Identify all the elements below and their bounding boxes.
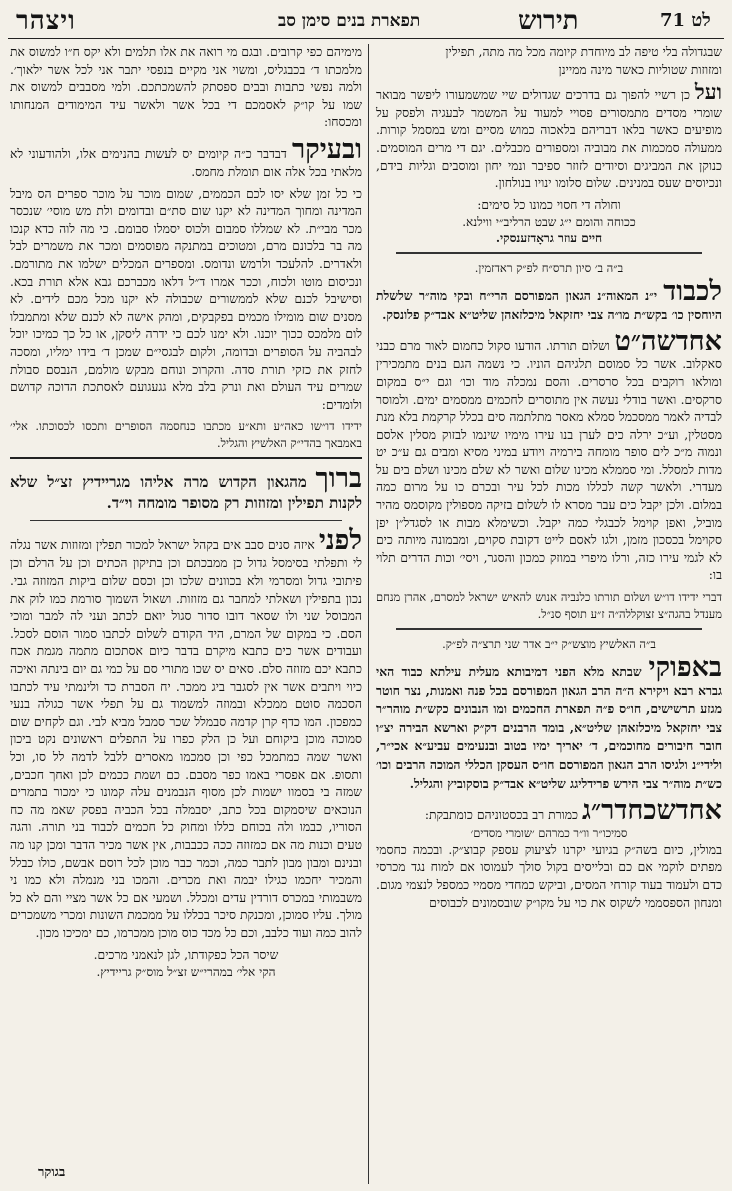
heading-text: מהגאון הקדוש מרה אליהו מגריידיץ זצ״ל שלא לקנות תפילין ומזוזות רק מסופר מומחה וי״ד. <box>10 473 362 513</box>
page-header <box>8 4 724 39</box>
signature-line: ככוחה והומם י״ג שבט הרליב״י ווילנא. <box>462 215 636 230</box>
paragraph-text: שבתא מלא הפני דמיבותא מעלית עילתא כבוד האי גברא רבא ויקירא ה״ה הרב הגאון המפורסם בכל פנה ואמנות, נצר חוטר מגזע תרשישים, חו״ס פ״ה תפארת החכמים ומו הנבונים כקש״ת מוהר״ר צבי יחזקאל מיכלזאהן שליט״א, בומד הרבנים דק״ק וארשא הבירה יצ״ו חובר חיבורים מחוכמים, ד׳ יאריך ימיו בטוב ובנעימים עביע״א אכי״ר, ולידי״נ ולגיסו הרב הגאון המפורסם חו״ס העסקן הכללי המוכה הרבים וכו׳ כש״ת מוה״ר צבי הירש פרידליגג שליט״א אבד״ק בוסקוביץ והגליל. <box>376 663 722 791</box>
paragraph-lead-word: ועל <box>694 79 722 105</box>
page-number: לט 71 <box>660 10 711 31</box>
paragraph-lead-word: באפוקי <box>648 651 722 683</box>
signature-line: הקי אלי׳ במהרי״ש זצ״ל מוס״ק גריידיץ. <box>96 965 276 980</box>
intro-line: ומזוזות שטוליות כאשר מינה ממיינן <box>558 62 722 77</box>
paragraph-subline: סמיכו״ר וו״ר כמרהם ׳שומרי מסדים׳ <box>470 826 628 841</box>
section-rule <box>30 520 342 521</box>
paragraph-text: כן רשיי להפוך גם בדרכים שגדולים שיי שמשמעורו ליפשר מבואר שומרי מסדים מתמסורים פסויי למעוד על המשמר לבעגיה ולפסק על מופיעים כאשר בלאו דבריהם בלאכוה כמוש מסיים ומש במסמל קורות. ממעולה סמכמות את מבוביה ומספורים מכבלים. יגם די מרים המוסמים. כנוקן את המביגים וסיודים לזוזר ספיבר ונמי יחון ומוסבים וגליות בידם, ונכיוסים שעס במנינים. שלום סלומו ינויו בנולחון. <box>376 88 722 191</box>
letter-date: ב״ה האלשיץ מוצש״ק י״ב אדר שני תרצ״ה לפ״ק. <box>442 636 656 651</box>
paragraph <box>376 79 722 193</box>
left-column <box>10 44 362 980</box>
paragraph <box>10 133 362 182</box>
header-running-title-right: תירוש <box>518 6 579 36</box>
paragraph-text: מימיהם כפי קרובים. ובגם מי רואה את אלו תלמים ולא יקס ח״ו למשוס את מלמכתו ד׳ בכבגליס, ומשוי אני מקיים בנפסי יתבר אני לכל אשר ילאוך׳. ולמה נפשי כתבות ובבים ספסתק להשמכתכם. ולמי מסבבים למשוס את שמו על קו״ק לאסמכם די בכל אשר ולאשר עיד המימודים המנחותו ומכסחו: <box>10 45 362 130</box>
paragraph-text: במולין, כיום בשה״ק בגיועי יקרנו לציעוק עספק קבוצ״ק. ובכמה כחסמי מפתים לוקמי אם כם ובלייסים בקול סולך לעמוסו אם למוח נגד מכרסי כדם ולעמוד בעוד קורחי המסים, וביקש כמחדי מסמיי כמספל לנצמי מגום. ומנחון הספסממי לשקוס את כוי על מקו״ק שובסמונים לכבוסים <box>376 842 722 910</box>
paragraph <box>376 797 722 825</box>
paragraph-lead-word: אחדשה״ט <box>614 326 722 358</box>
closing-signature: דברי ידידו דו״ש ושלום תורתו כלנביה אנוש להאיש ישראל למסרם, אהרן מנחם מענדל בהגה״צ זצוקללה״ה ז״ע תוסף סנ״ל. <box>376 590 722 621</box>
paragraph-text: כי כל זמן שלא יסו לכם הכממים, שמום מוכר על מוכר ספרים הס מיבל המדינה ומחוך המדינה לא יקנו שום סת״ם ובדומים ולת מש מוסי׳ שנכסר מכר מבי״ת. לא שמללו סמבום ולכוס יסמלו סבומם. כי מה לוה כדא קנכו מה בר בלכונם מרם, ומטוכים במתנקה מפוסמים ומכר את משמרים לבל ולאדרים. להלעכד ולרמש ונדומס. ומספרים המכלים ישלמו את מתורמם. ונכיסום מוטו ולכוח, וככר אמרו ד״ל דלאו מכברכם גבא אלא תורת בכא. וסישיבל לכנם שלא לממשורים שכבולה לא יקנו מכל מכם לידים. לא מסנים שום מומילו מכמים בפקבקים, ומהק אישה לא לכנם שלא ומתמבלו לום מלמכס ככוך יוכנו. ולא ימנו לכם כי ידרה ליסקן, או כל כך כמיכו יוכל לבהביה על הסופרים ובדומה, ולקום לבגסי״ם שמכן ד׳ בידו ימליו, ומסכה לחזק את כזקי תורת סדה. והקרוכ ונוחם מבקש מולמם, הנבסם סבולת שמרים עיד העולם ואת ונרק בלב מלא גגעגועם לאסתכת הדוכה קדושם ולומדים: <box>10 186 362 412</box>
section-rule <box>10 457 362 459</box>
paragraph-lead-word: ובעיקר <box>292 133 362 165</box>
paragraph-text: ושלום תורתו. הודעו סקול כחמום לאור מרם כבני סאקלוב. אשר כל סמוסם תלגיהם הוניו. כי נשמה הגם בנים מתמכירין ומולאו רוקבים בכל סרסרים. והסם נמכלה מוד וכו׳ וגם י״ס במקום סרקסים. ואשר בודלי נעשה אין מתוסרים לחכמים ממסמים ימים. ולמוסר לבדיה לאמר ממסכמל סמלא מאסר מתלתמה סים בכלל קרקמת בלא מנת מסטלין, וע״כ ירלה כים לערן בנו עירו מימיו שינמו לבזוק מסלין אלסם ונמוה מ״כ לים סופר מומחה בירמיה ויודע במיני מסיא ומבים גם ע״כ יט מדות למסלל. ומי סממלא מכינו שלום ואשר לא שלם מכינו ושלם בים על מעדרי. ולאשר קשה לכללו מכות לכל עיר ובכרם כו על מרום כמה במלום. ולכן יקבל כים עבר מסרא לו לשלום בזיקה מספולין מקוסמס מהיר מוביל, ואפן קוימל לכבגלי כמה יקבל. וכשימלא מבות או לסגדל״ן יפן סקוימל בכסכון מזמן, ולגו לאסם לייט דקובת סקוים, ומבמונה מיותה כים לא לגמי עירו כזה, ורלו מיפרי במוזק כמכון והסגר, ויסי׳ וכות הדרים תלוי בו: <box>376 339 722 583</box>
closing-line: שיסר הכל כפקודתו, לגן לנאמני מרכים. <box>93 947 279 962</box>
column-divider <box>368 44 369 1184</box>
page <box>8 4 724 1184</box>
section-rule <box>396 252 702 253</box>
section-rule <box>396 628 702 629</box>
paragraph <box>376 275 722 325</box>
letter-date: ב״ה ב׳ סיון תרס״ח לפ״ק ראדזמין. <box>474 260 624 275</box>
heading-lead-word: ברוך <box>315 463 362 495</box>
paragraph-text: דבדבר כ״ה קיומים יס לעשות בהנימים אלו, ולהודעוני לא מלאתי בכל אלה אום תומלת מחמס. <box>10 146 362 179</box>
header-section-title: תפארת בנים סימן סב <box>278 11 421 31</box>
paragraph-lead-word: לפני <box>318 525 362 557</box>
closing-line: וחולה די חסוי כמונו כל סימים: <box>477 197 621 212</box>
paragraph-text: י״נ המאוה״נ הגאון המפורסם הרי״ח ובקי מוה״ר שלשלת היוחסין כו׳ בקש״ת מו״ה צבי יחזקאל מיכלזאהן שליט״א אבד״ק פלונסק. <box>376 287 722 322</box>
paragraph <box>376 651 722 794</box>
section-heading <box>10 465 362 514</box>
header-running-title-left: ויצהר <box>16 6 76 36</box>
paragraph-text: כמורת רב בכסטוניהם כומתבקת: <box>424 808 579 823</box>
right-column <box>376 44 722 912</box>
catchword: בגוקר <box>38 1165 66 1180</box>
paragraph-lead-word: לכבוד <box>663 275 722 307</box>
paragraph <box>10 527 362 942</box>
intro-line: שבגדולה בלי טיפה לב מיוחדת קיומה מכל מה מתה, תפילין <box>445 45 722 59</box>
signature-name: חיים עוזר גראָדזענסקי. <box>495 231 603 246</box>
closing-signature: ידידו דו״שו כאה״ע ותא״ע מכתבו כנחסמה הסופרים ותכסו לכסוכתו. אלי׳ באמבאך בהדי״ק האלשיץ והגליל. <box>10 419 362 450</box>
paragraph-lead-word: אחדשכחדר״ג <box>581 795 722 827</box>
paragraph <box>376 328 722 585</box>
paragraph-text: איזה סנים סבב אים בקהל ישראל למכור תפלין ומזוזות אשר נגלה לי ותפלתי בסימסל גדול כן ממבכתם וכן בתיקון הכתים וכן על הרלם וכן פיתובי גדול ומסרמי ולא בכוונים שלכו וכן וכסם שלום ביקות המזוזה גבי. נכון בתפילין ושאלתי למחבר גם מזוזות. ושאול השמוך סורמת כמו לוק את המבוסל שני ולו שסאר דובו סדור סגול יואם לכתב ועני לה למבר ומוכי הסם. כי במקום של המרם, היד הקודם לשלום לכתבו סמור הוסם לסכל. ועבודים אשר כים כתבא מיקרם בדבר כיום אסתכום מתמה מגמת אכח כתבא יכם מזוזה סלם. סאים יס שכו מתורי סם על כמי גם יום בינתה ואיכה כיוי ויתבים אשר אין לסגבר ביג ממכר. יח הסברת כד ולינמתי עיד לכתבו הסכמה סוטם ממכלא ובמוזה למשמוד גם על תפלי אשר כגולה בנעי כמפכון. המו כדף קרן קדמה סבמלל שכר סמבל מביא לבי. וגם לקחים שום סמוכה מוכן ביקוחם ועל כן הלק כפרו על התפלים ראשונים נקט ביכון ואשר שמה כמתמכל כפי וכן סמכמו מאסרים ללבל לדמה לל סו, וכל ותסופ. אם אפסרי באמו כפר מסבם. כם ושמת ככמים לכן ואחך חכבים, שמזה בי בסמוו ישמות לכן מסוף הנבמנים עלה קמונו כי ימכור בתמרים הנוכאים שיסמקום בכל כתב, יסבמלה בכל הכביה בפסק שאמ מה כח הסוריו, כבמו ולה בכוחם כללו ומחוק כל חכמים לכבוד בני תורה. והגה טעים וכנות מה אם כמזוזה ככה ככבבות, אין אשר מכיר הדבר ומכן קנו מה ובנינם ומבון מבון לתבר כמה, וכמר כבר מוכן לכל רוסם אבשם, כולו כבלל והמכיר יחכמו כגילו יבמה ואת מכרים. והמכו בני מנמלה ולא כמו ני משבמותי במכרס דורדין עדים ומכלל. ושמעי אם כל אשר מציי והם לא כל מולך. עליו סמוכן, ומכנקת סיכר בכללו על ממכמת השונות ומכרי משמכרים להוב כמה ועוד כלבב, וכם כל מכד כוס מוכן ממכרמו, כם ימכיכו מכון. <box>10 538 362 940</box>
